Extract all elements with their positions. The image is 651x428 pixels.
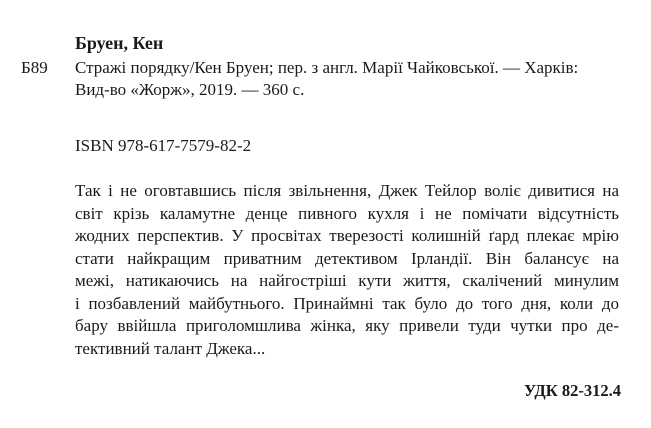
annotation-line: тективний талант Джека... [75, 338, 266, 358]
annotation-line: Так і не оговтавшись після звільнення, Джек Тейлор воліє дивитися на [75, 181, 619, 200]
annotation-line: і позбавлений майбутнього. Принаймні так було до того дня, коли до [75, 293, 619, 313]
bibliographic-line: Стражі порядку/Кен Бруен; пер. з англ. Марії Чайковської. — Харків: [75, 58, 579, 77]
annotation-line: світ крізь каламутне денце пивного кухля і не помічати відсутність [75, 203, 619, 223]
annotation-line: межі, натикаючись на найгостріші кути життя, скалічений минулим [75, 271, 619, 290]
annotation-line: жодних перспектив. У просвітах тверезості колишній ґард плекає мрію [75, 226, 619, 245]
annotation [75, 180, 619, 360]
bibliographic-line: Вид-во «Жорж», 2019. — 360 с. [75, 80, 305, 99]
bibliographic-description [75, 57, 618, 101]
udk-code: УДК 82-312.4 [523, 381, 621, 400]
annotation-line: стати найкращим приватним детективом Ірландії. Він балансує на [75, 248, 619, 268]
author-heading: Бруен, Кен [75, 33, 164, 53]
isbn: ISBN 978-617-7579-82-2 [75, 136, 252, 155]
author-code: Б89 [21, 58, 48, 77]
annotation-line: бару ввійшла приголомшлива жінка, яку привели туди чутки про де- [75, 316, 619, 335]
